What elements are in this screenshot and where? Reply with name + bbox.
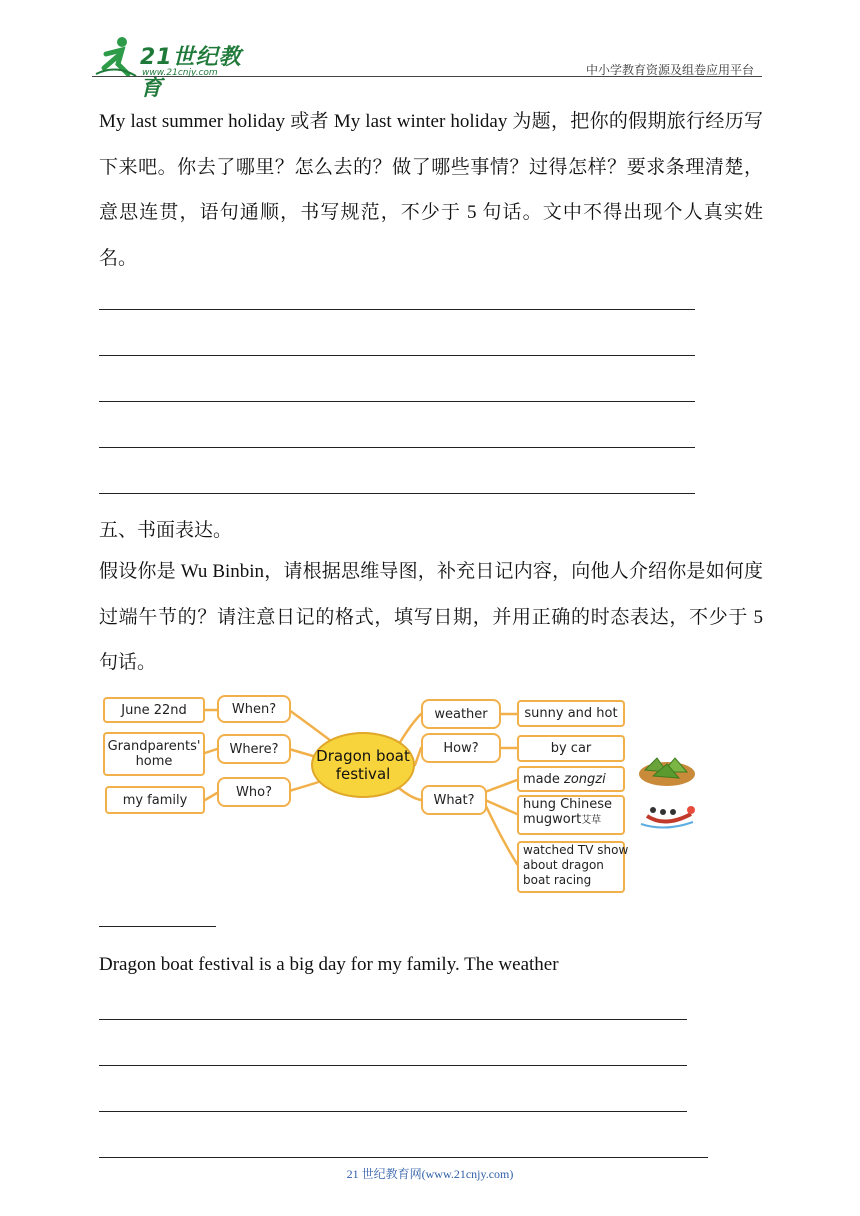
who-question: Who? — [217, 777, 291, 807]
what-answer-mugwort-word: mugwort — [523, 812, 582, 827]
what-answer-tv-line3: boat racing — [523, 873, 592, 887]
section5-prompt: 假设你是 Wu Binbin，请根据思维导图，补充日记内容，向他人介绍你是如何度过端午节的？请注意日记的格式，填写日期，并用正确的时态表达，不少于 5 句话。 — [99, 561, 763, 673]
how-question: How? — [421, 733, 501, 763]
what-answer-mugwort-note: 艾草 — [581, 815, 602, 826]
who-answer: my family — [105, 786, 205, 814]
where-answer-line1: Grandparents' — [107, 739, 201, 754]
site-logo[interactable] — [92, 34, 262, 101]
answer-line[interactable] — [99, 401, 695, 402]
answer-line[interactable] — [99, 309, 695, 310]
central-topic-line2: festival — [335, 765, 391, 783]
platform-name: 中小学教育资源及组卷应用平台 — [585, 63, 754, 77]
what-answer-zongzi-word: zongzi — [564, 771, 606, 787]
answer-line[interactable] — [99, 493, 695, 494]
what-answer-zongzi-prefix: made — [523, 771, 565, 787]
what-answer-mugwort-line1: hung Chinese — [523, 797, 613, 812]
answer-line[interactable] — [99, 1019, 687, 1020]
date-line[interactable] — [99, 926, 216, 927]
what-answer-tv-line2: about dragon — [523, 858, 604, 872]
answer-line[interactable] — [99, 1065, 687, 1066]
weather-question: weather — [421, 699, 501, 729]
answer-line[interactable] — [99, 1111, 687, 1112]
where-answer — [103, 732, 205, 776]
weather-answer: sunny and hot — [517, 700, 625, 727]
where-answer-line2: home — [135, 754, 173, 769]
how-answer: by car — [517, 735, 625, 762]
when-question: When? — [217, 695, 291, 723]
logo-url: www.21cnjy.com — [142, 68, 218, 78]
diary-start-sentence: Dragon boat festival is a big day for my family. The weather — [99, 954, 559, 975]
what-answer-mugwort-line2 — [523, 812, 601, 828]
when-answer: June 22nd — [103, 697, 205, 723]
answer-line[interactable] — [99, 355, 695, 356]
page-header — [92, 30, 762, 101]
what-answer-tv — [517, 841, 629, 893]
mind-map — [99, 688, 739, 900]
what-answer-mugwort — [517, 795, 625, 835]
answer-line[interactable] — [99, 447, 695, 448]
runner-logo-icon — [92, 34, 138, 78]
zongzi-dragon-boat-illustration-icon — [635, 754, 699, 840]
section-heading: 五、书面表达。 — [99, 520, 233, 541]
central-topic — [311, 732, 415, 798]
what-answer-tv-line1: watched TV show — [523, 843, 629, 857]
page-footer[interactable]: 21 世纪教育网(www.21cnjy.com) — [346, 1167, 514, 1181]
answer-line[interactable] — [99, 1157, 708, 1158]
where-question: Where? — [217, 734, 291, 764]
what-question: What? — [421, 785, 487, 815]
logo-text: 21世纪教育 — [140, 45, 242, 101]
central-topic-line1: Dragon boat — [316, 747, 410, 765]
header-divider — [92, 76, 762, 77]
what-answer-zongzi — [517, 766, 625, 792]
task1-prompt: My last summer holiday 或者 My last winter holiday 为题，把你的假期旅行经历写下来吧。你去了哪里？怎么去的？做了哪些事情？过得怎样？要求条理清楚，意思连贯，语句通顺，书写规范，不少于 5 句话。文中不得出现个人真实姓名。 — [99, 111, 763, 269]
